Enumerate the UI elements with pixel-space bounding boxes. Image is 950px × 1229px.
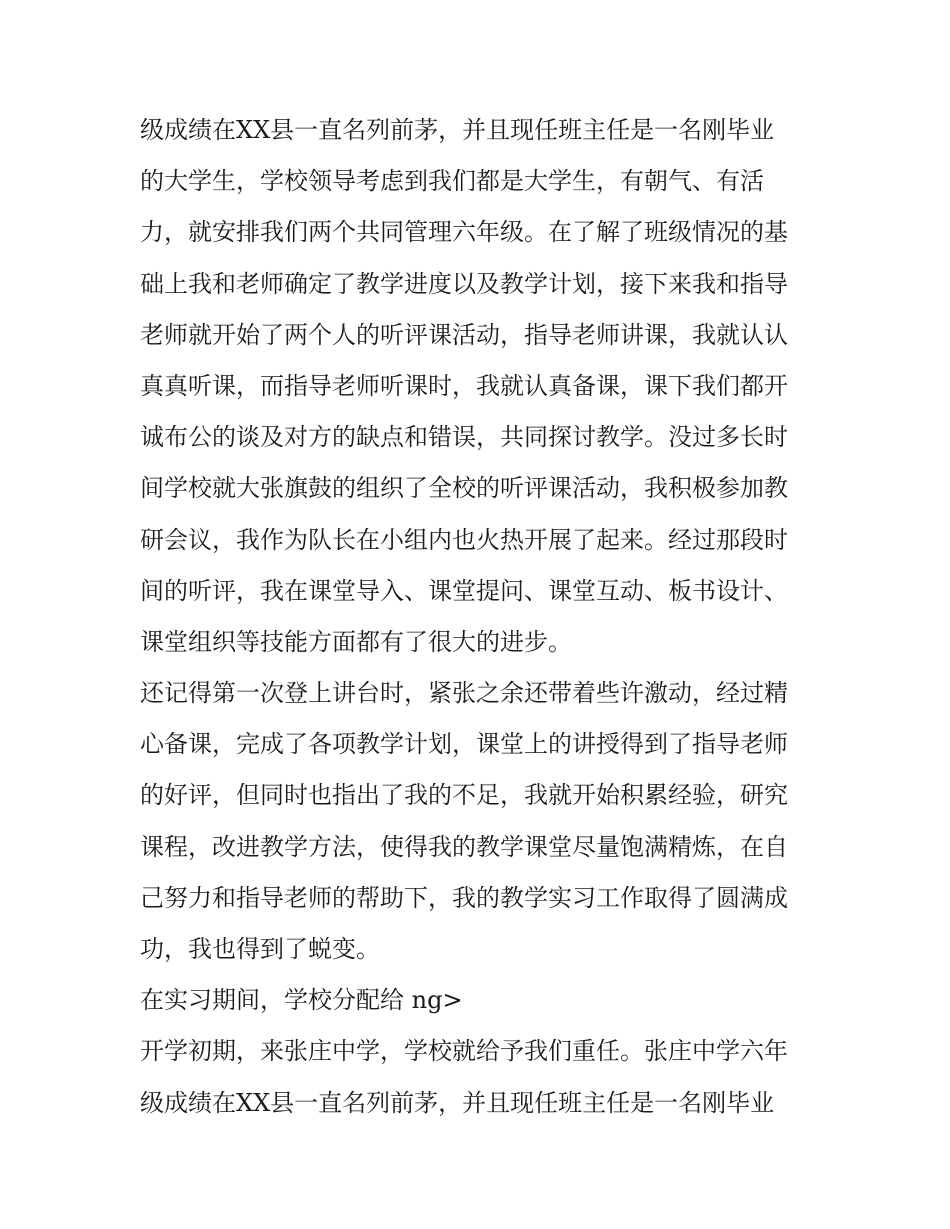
text-line-3: 力，就安排我们两个共同管理六年级。在了解了班级情况的基 [140, 218, 788, 247]
text-line-5: 老师就开始了两个人的听评课活动，指导老师讲课，我就认认 [140, 320, 788, 349]
text-line-12: 还记得第一次登上讲台时，紧张之余还带着些许激动，经过精 [140, 679, 788, 708]
text-line-10: 间的听评，我在课堂导入、课堂提问、课堂互动、板书设计、 [140, 576, 788, 605]
text-line-15: 课程，改进教学方法，使得我的教学课堂尽量饱满精炼，在自 [140, 832, 788, 861]
text-line-6: 真真听课，而指导老师听课时，我就认真备课，课下我们都开 [140, 371, 788, 400]
text-line-7: 诚布公的谈及对方的缺点和错误，共同探讨教学。没过多长时 [140, 423, 788, 452]
text-line-16: 己努力和指导老师的帮助下，我的教学实习工作取得了圆满成 [140, 883, 788, 912]
text-line-8: 间学校就大张旗鼓的组织了全校的听评课活动，我积极参加教 [140, 474, 788, 503]
text-line-20: 级成绩在XX县一直名列前茅，并且现任班主任是一名刚毕业 [140, 1088, 775, 1117]
text-line-9: 研会议，我作为队长在小组内也火热开展了起来。经过那段时 [140, 525, 788, 554]
body-text [140, 105, 820, 1129]
text-line-17: 功，我也得到了蜕变。 [140, 935, 380, 963]
text-line-2: 的大学生，学校领导考虑到我们都是大学生，有朝气、有活 [140, 167, 764, 196]
text-line-11: 课堂组织等技能方面都有了很大的进步。 [140, 627, 572, 656]
text-line-14: 的好评，但同时也指出了我的不足，我就开始积累经验，研究 [140, 781, 788, 810]
text-line-13: 心备课，完成了各项教学计划，课堂上的讲授得到了指导老师 [140, 730, 788, 759]
text-line-4: 础上我和老师确定了教学进度以及教学计划，接下来我和指导 [140, 269, 788, 298]
text-line-19: 开学初期，来张庄中学，学校就给予我们重任。张庄中学六年 [140, 1037, 788, 1066]
text-line-1: 级成绩在XX县一直名列前茅，并且现任班主任是一名刚毕业 [140, 116, 775, 144]
text-line-18: 在实习期间，学校分配给 ng> [140, 986, 463, 1015]
